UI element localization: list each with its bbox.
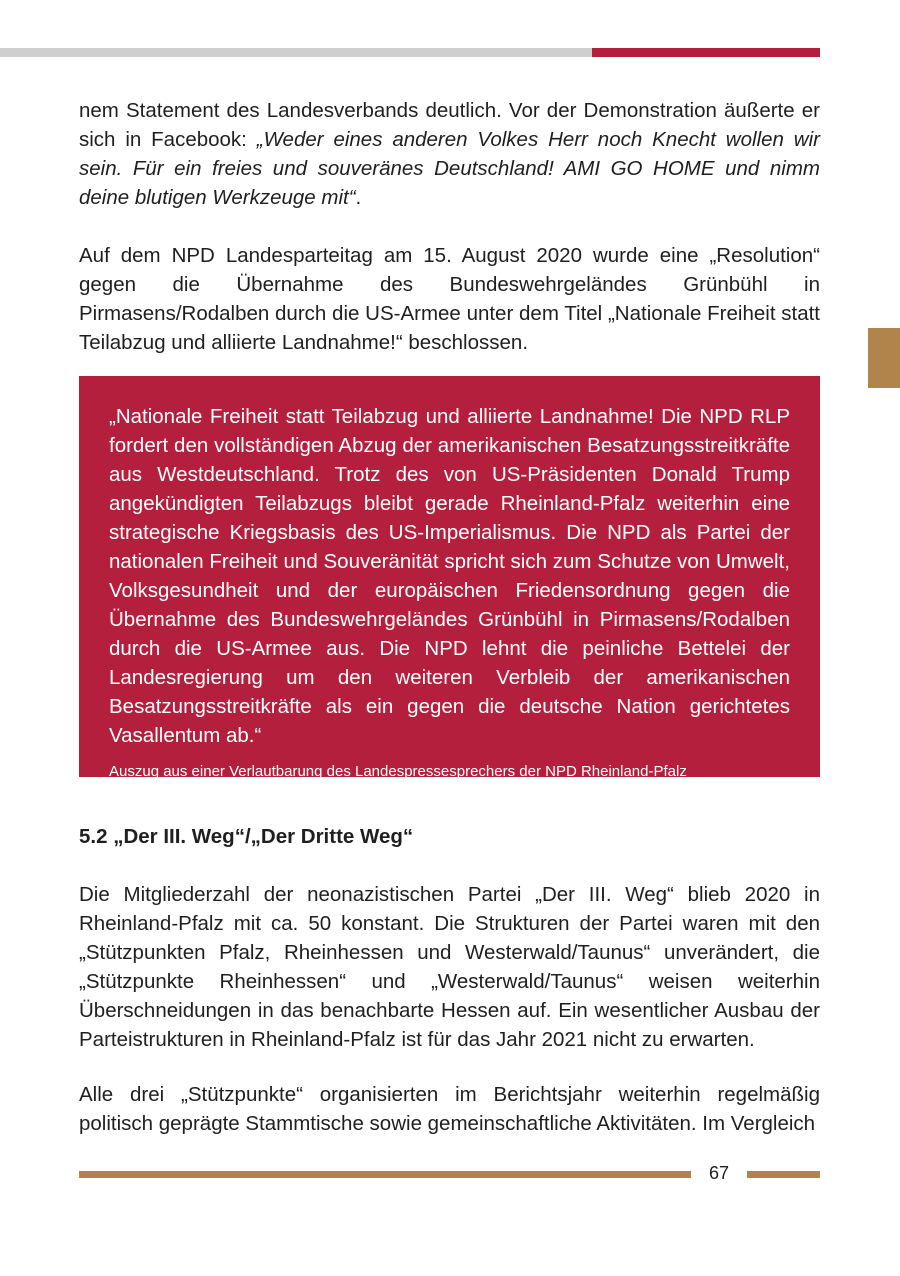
- quote-box-text: „Nationale Freiheit statt Teilabzug und alliierte Landnahme! Die NPD RLP fordert den vollständigen Abzug der amerikanischen Besatzungsstreitkräfte aus Westdeutschland. Trotz des von US-Präsidenten Donald Trump angekündigten Teilabzugs bleibt gerade Rheinland-Pfalz weiterhin eine strategische Kriegsbasis des US-Imperialismus. Die NPD als Partei der nationalen Freiheit und Souveränität spricht sich zum Schutze von Umwelt, Volksgesundheit und der europäischen Friedensordnung gegen die Übernahme des Bundeswehrgeländes Grünbühl in Pirmasens/Rodalben durch die US-Armee aus. Die NPD lehnt die peinliche Bettelei der Landesregierung um den weiteren Verbleib der amerikanischen Besatzungsstreitkräfte als ein gegen die deutsche Nation gerichtetes Vasallentum ab.“: [109, 405, 790, 747]
- footer-rule-right: [747, 1171, 820, 1178]
- paragraph-resolution: Auf dem NPD Landesparteitag am 15. August 2020 wurde eine „Resolution“ gegen die Übernahme des Bundeswehrgeländes Grünbühl in Pirmasens/Rodalben durch die US-Armee unter dem Titel „Nationale Freiheit statt Teilabzug und alliierte Landnahme!“ beschlossen.: [79, 244, 820, 354]
- quote-box: [79, 376, 820, 780]
- facebook-quote: „Weder eines anderen Volkes Herr noch Knecht wollen wir sein. Für ein freies und souveränes Deutschland! AMI GO HOME und nimm deine blutigen Werkzeuge mit“: [79, 128, 820, 209]
- chapter-tab-marker: [868, 328, 900, 388]
- quote-box-source: Auszug aus einer Verlautbarung des Landespressesprechers der NPD Rheinland-Pfalz: [109, 763, 687, 780]
- paragraph-text: nem Statement des Landesverbands deutlich. Vor der Demonstration äußerte er sich in Facebook:: [79, 99, 820, 151]
- paragraph-activities: Alle drei „Stützpunkte“ organisierten im Berichtsjahr weiterhin regelmäßig politisch geprägte Stammtische sowie gemeinschaftliche Aktivitäten. Im Vergleich: [79, 1083, 820, 1135]
- paragraph-members: Die Mitgliederzahl der neonazistischen Partei „Der III. Weg“ blieb 2020 in Rheinland-Pfalz mit ca. 50 konstant. Die Strukturen der Partei waren mit den „Stützpunkten Pfalz, Rheinhessen und Westerwald/Taunus“ unverändert, die „Stützpunkte Rheinhessen“ und „Westerwald/Taunus“ weisen weiterhin Überschneidungen in das benachbarte Hessen auf. Ein wesentlicher Ausbau der Parteistrukturen in Rheinland-Pfalz ist für das Jahr 2021 nicht zu erwarten.: [79, 883, 820, 1051]
- paragraph-end: .: [355, 186, 362, 209]
- paragraph-continued: [79, 96, 820, 212]
- header-rule-red: [592, 48, 820, 57]
- page-number: 67: [708, 1163, 730, 1183]
- footer-rule-left: [79, 1171, 691, 1178]
- header-rule-grey: [0, 48, 592, 57]
- section-heading: 5.2 „Der III. Weg“/„Der Dritte Weg“: [79, 825, 414, 848]
